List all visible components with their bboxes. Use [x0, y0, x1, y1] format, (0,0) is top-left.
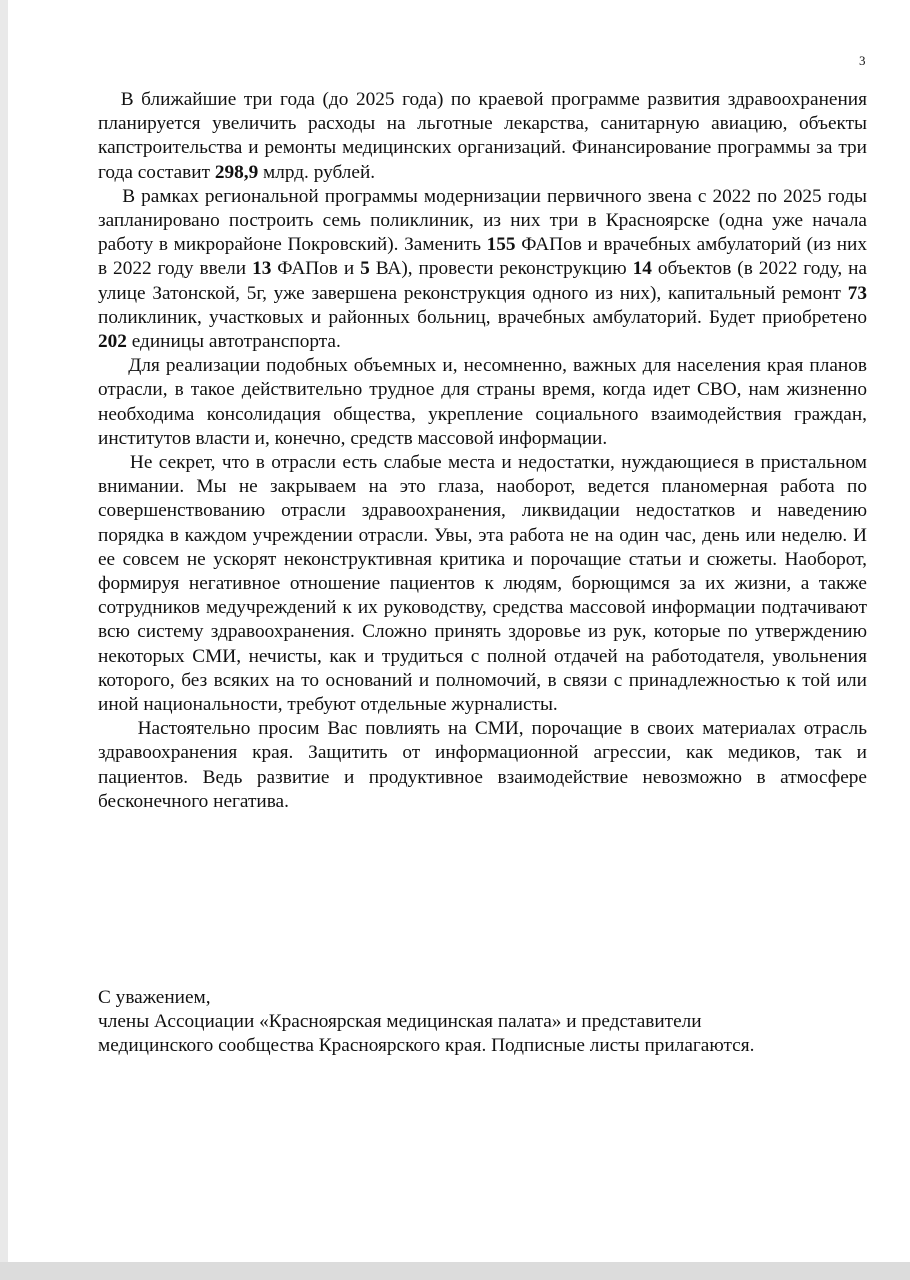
paragraph-budget	[98, 88, 867, 185]
bold-figure: 13	[252, 258, 272, 280]
text-run: Для реализации подобных объемных и, несомненно, важных для населения края планов отрасли, в такое действительно трудное для страны время, когда идет СВО, нам жизненно необходима консолидация общества, укрепление социального взаимодействия граждан, институтов власти и, конечно, средств массовой информации.	[98, 355, 867, 449]
text-run: ФАПов и	[271, 258, 361, 280]
bold-figure: 298,9	[214, 161, 259, 183]
document-page	[8, 0, 910, 1262]
letter-closing	[98, 986, 867, 1059]
paragraph-request	[98, 717, 867, 814]
text-run: поликлиник, участковых и районных больниц, врачебных амбулаторий. Будет приобретено	[98, 306, 867, 328]
text-run: млрд. рублей.	[258, 161, 376, 183]
text-run: Настоятельно просим Вас повлиять на СМИ, порочащие в своих материалах отрасль здравоохранения края. Защитить от информационной агрессии, как медиков, так и пациентов. Ведь развитие и продуктивное взаимодействие невозможно в атмосфере бесконечного негатива.	[98, 718, 867, 812]
bold-figure: 5	[360, 258, 370, 280]
paragraph-criticism	[98, 451, 867, 717]
text-run: ФАПов и врачебных амбулаторий (из них в 2022 году ввели	[98, 234, 867, 280]
bold-figure: 155	[486, 234, 516, 256]
text-run: объектов (в 2022 году, на улице Затонской, 5г, уже завершена реконструкция одного из них), капитальный ремонт	[98, 258, 867, 304]
page-number: 3	[859, 53, 866, 68]
text-run: В ближайшие три года (до 2025 года) по краевой программе развития здравоохранения планируется увеличить расходы на льготные лекарства, санитарную авиацию, объекты капстроительства и ремонты медицинских организаций. Финансирование программы за три года составит	[98, 89, 867, 183]
letter-body	[98, 88, 867, 814]
closing-greeting: С уважением,	[98, 987, 211, 1008]
bold-figure: 73	[847, 282, 867, 304]
paragraph-modernization	[98, 185, 867, 354]
text-run: В рамках региональной программы модернизации первичного звена с 2022 по 2025 годы запланировано построить семь поликлиник, из них три в Красноярске (одна уже начала работу в микрорайоне Покровский). Заменить	[98, 185, 867, 256]
viewer-background	[0, 1262, 910, 1280]
text-run: Не секрет, что в отрасли есть слабые места и недостатки, нуждающиеся в пристальном внимании. Мы не закрываем на это глаза, наоборот, ведется планомерная работа по совершенствованию отрасли здравоохранения, ликвидации недостатков и наведению порядка в каждом учреждении отрасли. Увы, эта работа не на один час, день или неделю. И ее совсем не ускорят неконструктивная критика и порочащие статьи и сюжеты. Наоборот, формируя негативное отношение пациентов к людям, борющимся за их жизни, а также сотрудников медучреждений к их руководству, средства массовой информации подтачивают всю систему здравоохранения. Сложно принять здоровье из рук, которые по утверждению некоторых СМИ, нечисты, как и трудиться с полной отдачей на работодателя, увольнения которого, без всяких на то оснований и полномочий, в связи с принадлежностью к той или иной национальности, требуют отдельные журналисты.	[98, 452, 867, 716]
text-run: ВА), провести реконструкцию	[369, 258, 633, 280]
text-run: единицы автотранспорта.	[126, 331, 341, 353]
bold-figure: 14	[632, 258, 652, 280]
closing-signatories-line2: медицинского сообщества Красноярского края. Подписные листы прилагаются.	[98, 1035, 755, 1057]
paragraph-consolidation	[98, 354, 867, 451]
bold-figure: 202	[98, 331, 127, 353]
closing-signatories-line1: члены Ассоциации «Красноярская медицинская палата» и представители	[98, 1011, 702, 1033]
